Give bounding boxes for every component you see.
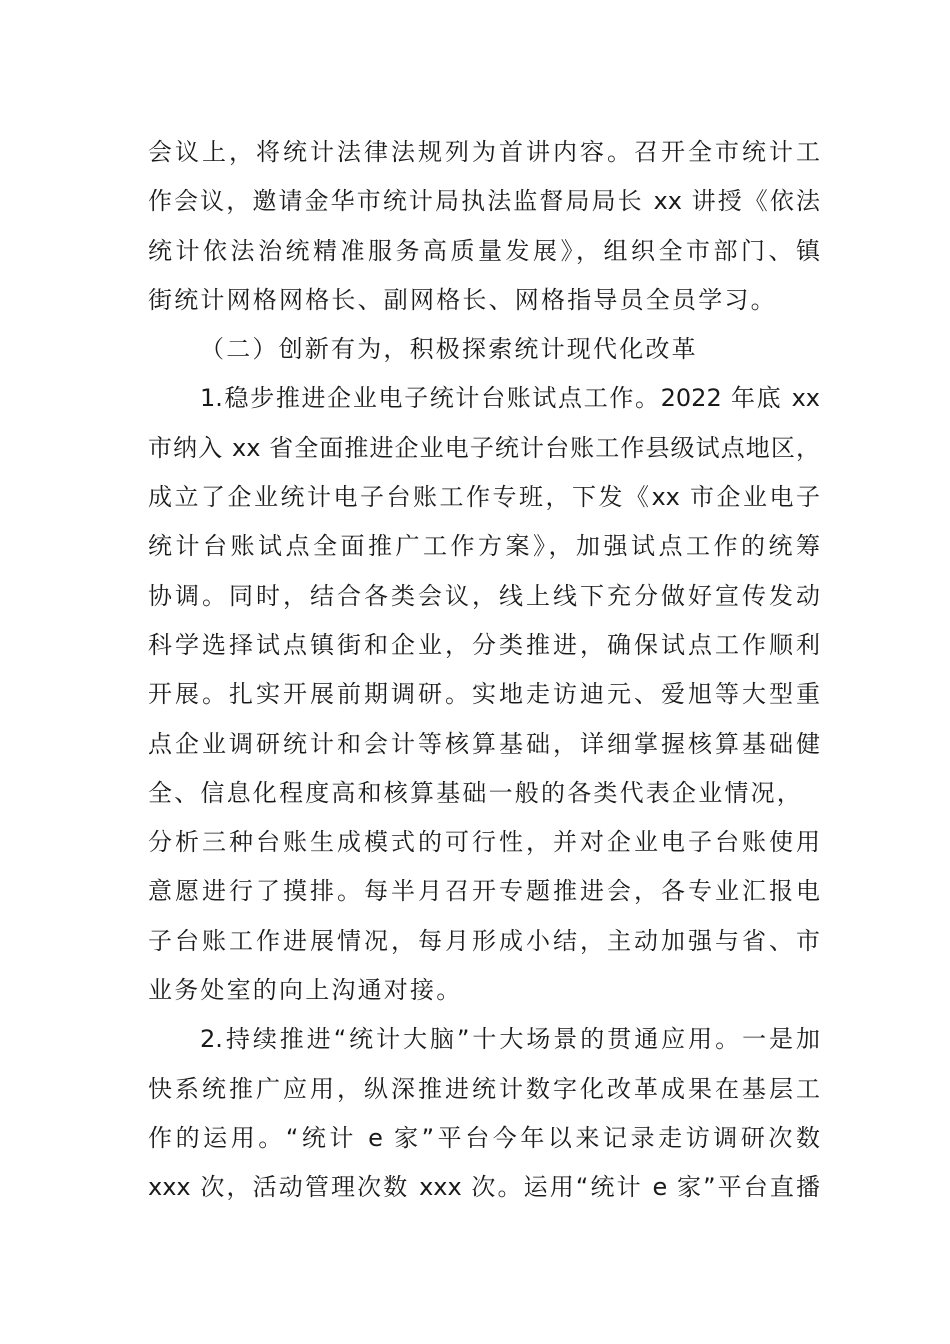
paragraph-line: 统计台账试点全面推广工作方案》，加强试点工作的统筹 bbox=[148, 532, 820, 561]
paragraph-line: 会议上，将统计法律法规列为首讲内容。召开全市统计工 bbox=[148, 138, 820, 166]
paragraph-line: 全、信息化程度高和核算基础一般的各类代表企业情况， bbox=[148, 778, 803, 807]
paragraph-line: 成立了企业统计电子台账工作专班，下发《xx 市企业电子 bbox=[148, 483, 820, 512]
section-heading: （二）创新有为，积极探索统计现代化改革 bbox=[200, 335, 698, 364]
paragraph-line: 业务处室的向上沟通对接。 bbox=[148, 976, 463, 1005]
paragraph-line: 快系统推广应用，纵深推进统计数字化改革成果在基层工 bbox=[148, 1074, 820, 1103]
item-title-line: 2.持续推进“统计大脑”十大场景的贯通应用。一是加 bbox=[200, 1025, 820, 1054]
paragraph-line: 作的运用。“统计 e 家”平台今年以来记录走访调研次数 bbox=[148, 1123, 820, 1152]
item-title-line: 1.稳步推进企业电子统计台账试点工作。2022 年底 xx bbox=[200, 384, 820, 413]
paragraph-line: 分析三种台账生成模式的可行性，并对企业电子台账使用 bbox=[148, 828, 820, 857]
paragraph-line: 开展。扎实开展前期调研。实地走访迪元、爱旭等大型重 bbox=[148, 680, 820, 709]
paragraph-line: 统计依法治统精准服务高质量发展》，组织全市部门、镇 bbox=[148, 236, 820, 265]
paragraph-line: 点企业调研统计和会计等核算基础，详细掌握核算基础健 bbox=[148, 729, 820, 758]
paragraph-line: 协调。同时，结合各类会议，线上线下充分做好宣传发动 bbox=[148, 581, 820, 610]
paragraph-line: 作会议，邀请金华市统计局执法监督局局长 xx 讲授《依法 bbox=[148, 187, 820, 216]
paragraph-line: 科学选择试点镇街和企业，分类推进，确保试点工作顺利 bbox=[148, 630, 820, 659]
paragraph-line: 市纳入 xx 省全面推进企业电子统计台账工作县级试点地区， bbox=[148, 433, 820, 462]
paragraph-line: 意愿进行了摸排。每半月召开专题推进会，各专业汇报电 bbox=[148, 877, 820, 906]
document-body bbox=[148, 128, 820, 1213]
paragraph-line: xxx 次，活动管理次数 xxx 次。运用“统计 e 家”平台直播 bbox=[148, 1173, 820, 1202]
paragraph-line: 子台账工作进展情况，每月形成小结，主动加强与省、市 bbox=[148, 926, 820, 955]
paragraph-line: 街统计网格网格长、副网格长、网格指导员全员学习。 bbox=[148, 285, 777, 314]
